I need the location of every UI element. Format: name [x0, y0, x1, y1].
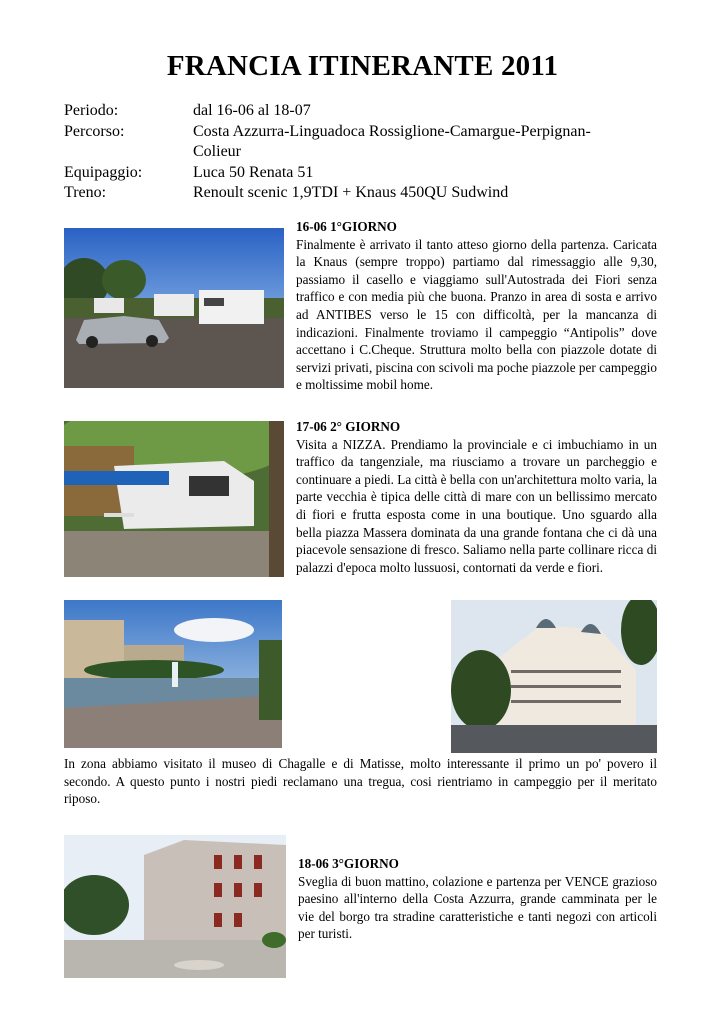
photo-palace [451, 600, 657, 753]
info-label: Percorso: [64, 123, 125, 140]
photo-nice-fountain [64, 600, 282, 748]
museum-paragraph: In zona abbiamo visitato il museo di Chagalle e di Matisse, molto interessante il primo un po' povero il secondo. A questo punto i nostri piedi reclamano una tregua, cosi rientriamo in campeggio per il meritato riposo. [64, 756, 657, 807]
photo-vence [64, 835, 286, 978]
day-heading: 17-06 2° GIORNO [296, 419, 401, 434]
info-label: Equipaggio: [64, 164, 143, 181]
day-2-section [296, 418, 657, 576]
day-heading: 18-06 3°GIORNO [298, 856, 399, 871]
info-value: Renoult scenic 1,9TDI + Knaus 450QU Sudwind [193, 184, 509, 201]
day-3-section [298, 855, 657, 943]
day-text: Visita a NIZZA. Prendiamo la provinciale e ci imbuchiamo in un traffico da tangenziale, ma riusciamo a trovare un parcheggio e continuare a piedi. La città è bella con un'architettura molto varia, la parte vecchia è tipica delle città di mare con un bellissimo mercato di fiori e frutta esposta come in una boutique. Uno sguardo alla bella piazza Massera dominata da una grande fontana che ci dà una piacevole sensazione di fresco. Saliamo nella parte collinare ricca di palazzi d'epoca molto lussuosi, contornati da verde e fiori. [296, 436, 657, 575]
day-heading: 16-06 1°GIORNO [296, 219, 397, 234]
day-text: Sveglia di buon mattino, colazione e partenza per VENCE grazioso paesino all'interno della Costa Azzurra, grande camminata per le vie del borgo tra stradine caratteristiche e tanti negozi con articoli per turisti. [298, 873, 657, 942]
info-value: Costa Azzurra-Linguadoca Rossiglione-Camargue-Perpignan-Colieur [193, 123, 591, 160]
photo-caravan-awning [64, 421, 284, 577]
day-text: Finalmente è arrivato il tanto atteso giorno della partenza. Caricata la Knaus (sempre troppo) partiamo dal rimessaggio alle 9,30, passiamo il casello e viaggiamo sull'Autostrada dei Fiori senza traffico e con media più che buona. Pranzo in area di sosta e arrivo ad ANTIBES verso le 15 con difficoltà, per la mancanza di indicazioni. Finalmente troviamo il campeggio “Antipolis” dove accettano i C.Cheque. Struttura molto bella con piazzole dotate di servizi privati, piscina con scivoli ma poche piazzole per campeggio e moltissime mobil home. [296, 236, 657, 393]
day-1-section [296, 218, 657, 394]
photo-campsite-antibes [64, 228, 284, 388]
info-label: Periodo: [64, 102, 119, 119]
info-value: Luca 50 Renata 51 [193, 164, 314, 181]
info-value: dal 16-06 al 18-07 [193, 102, 311, 119]
info-label: Treno: [64, 184, 107, 201]
document-title: FRANCIA ITINERANTE 2011 [166, 50, 559, 82]
